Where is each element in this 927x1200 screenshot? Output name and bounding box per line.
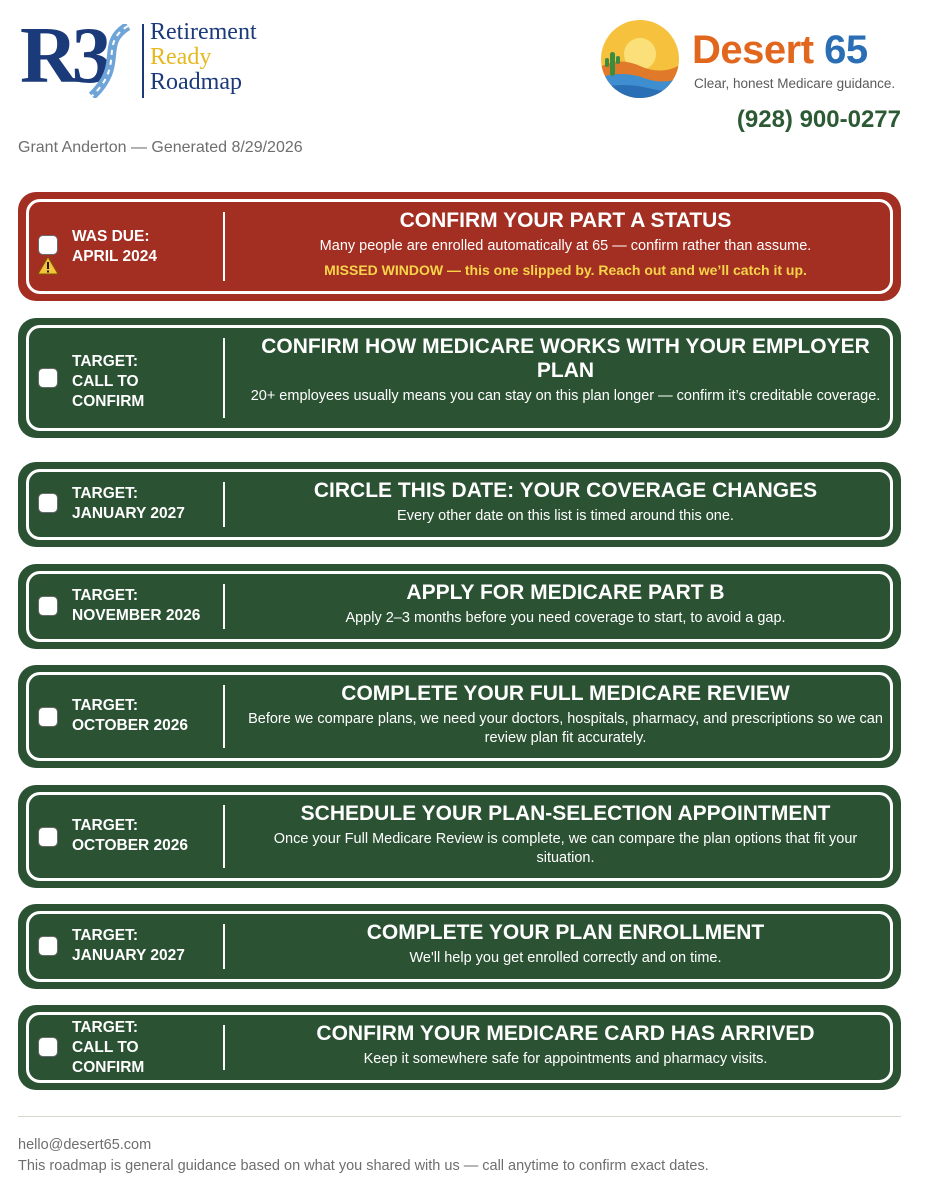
- task-checkbox[interactable]: [38, 235, 58, 255]
- task-due-date: [72, 227, 157, 267]
- desert65-wordmark-number: 65: [824, 28, 868, 72]
- task-date-label: TARGET:: [72, 1019, 139, 1036]
- task-card-part-a-status: [18, 192, 901, 301]
- task-description: Every other date on this list is timed around this one.: [397, 508, 734, 524]
- task-card-medicare-card: [18, 1005, 901, 1090]
- task-target-date: [72, 1018, 144, 1078]
- task-checkbox[interactable]: [38, 936, 58, 956]
- page-header: [0, 0, 927, 156]
- task-description: We'll help you get enrolled correctly and on time.: [409, 950, 722, 966]
- task-description: 20+ employees usually means you can stay on this plan longer — confirm it’s creditable coverage.: [250, 388, 881, 404]
- task-content: [248, 682, 883, 748]
- road-icon: [78, 24, 138, 98]
- task-divider: [223, 685, 225, 748]
- task-content: [248, 802, 883, 868]
- task-date-label: WAS DUE:: [72, 228, 150, 245]
- task-title: SCHEDULE YOUR PLAN-SELECTION APPOINTMENT: [300, 802, 831, 825]
- task-title: CONFIRM HOW MEDICARE WORKS WITH YOUR EMPLOYER PLAN: [261, 335, 870, 382]
- task-date-label: TARGET:: [72, 697, 139, 714]
- task-title: APPLY FOR MEDICARE PART B: [406, 581, 725, 604]
- r3-logo-wordmark: [150, 20, 257, 95]
- desert65-wordmark-name: Desert: [692, 28, 814, 72]
- task-content: [248, 209, 883, 280]
- generated-byline: Grant Anderton — Generated 8/29/2026: [18, 139, 303, 156]
- task-date-value: OCTOBER 2026: [72, 717, 189, 734]
- task-content: [248, 335, 883, 406]
- r3-logo-divider: [142, 24, 144, 98]
- task-title: COMPLETE YOUR PLAN ENROLLMENT: [366, 921, 765, 944]
- task-divider: [223, 482, 225, 527]
- r3-logo-word-retirement: Retirement: [150, 19, 257, 45]
- task-target-date: [72, 926, 185, 966]
- r3-logo-letters: R3: [20, 12, 106, 100]
- task-content: [248, 1022, 883, 1069]
- task-checkbox[interactable]: [38, 1037, 58, 1057]
- task-target-date: [72, 696, 188, 736]
- task-card-plan-selection: [18, 785, 901, 888]
- task-description: Once your Full Medicare Review is complete, we can compare the plan options that fit your situation.: [273, 831, 858, 866]
- task-checkbox[interactable]: [38, 493, 58, 513]
- desert65-logo: [598, 18, 908, 102]
- footer-disclaimer: This roadmap is general guidance based on what you shared with us — call anytime to confirm exact dates.: [18, 1158, 709, 1174]
- contact-email-link[interactable]: hello@desert65.com: [18, 1137, 152, 1153]
- task-divider: [223, 805, 225, 868]
- task-date-label: TARGET:: [72, 927, 139, 944]
- task-description: Apply 2–3 months before you need coverage to start, to avoid a gap.: [345, 610, 786, 626]
- task-divider: [223, 924, 225, 969]
- desert-sun-icon: [598, 18, 682, 100]
- task-divider: [223, 338, 225, 418]
- task-card-coverage-changes: [18, 462, 901, 547]
- task-date-value: JANUARY 2027: [72, 505, 185, 522]
- task-target-date: [72, 484, 185, 524]
- r3-logo-mark: [20, 12, 138, 100]
- task-title: CIRCLE THIS DATE: YOUR COVERAGE CHANGES: [313, 479, 818, 502]
- r3-logo-word-ready: Ready: [150, 44, 212, 70]
- task-description: Keep it somewhere safe for appointments and pharmacy visits.: [363, 1051, 768, 1067]
- task-date-value: OCTOBER 2026: [72, 837, 189, 854]
- task-card-full-review: [18, 665, 901, 768]
- task-card-part-b: [18, 564, 901, 649]
- task-content: [248, 581, 883, 628]
- task-checkbox[interactable]: [38, 368, 58, 388]
- task-title: CONFIRM YOUR MEDICARE CARD HAS ARRIVED: [316, 1022, 815, 1045]
- missed-window-note: MISSED WINDOW — this one slipped by. Reach out and we’ll catch it up.: [324, 262, 807, 278]
- task-date-label: TARGET:: [72, 485, 139, 502]
- task-title: COMPLETE YOUR FULL MEDICARE REVIEW: [341, 682, 790, 705]
- task-divider: [223, 1025, 225, 1070]
- warning-icon: [37, 256, 59, 275]
- task-date-value: CALL TO: [72, 373, 139, 390]
- task-title: CONFIRM YOUR PART A STATUS: [399, 209, 732, 232]
- task-content: [248, 479, 883, 526]
- task-target-date: [72, 352, 144, 412]
- task-divider: [223, 584, 225, 629]
- task-date-value: APRIL 2024: [72, 248, 158, 265]
- task-description: Many people are enrolled automatically at 65 — confirm rather than assume.: [319, 238, 812, 254]
- task-checkbox[interactable]: [38, 827, 58, 847]
- phone-number[interactable]: (928) 900-0277: [736, 106, 901, 133]
- task-target-date: [72, 816, 188, 856]
- task-divider: [223, 212, 225, 281]
- task-target-date: [72, 586, 200, 626]
- task-card-employer-plan: [18, 318, 901, 438]
- task-date-value: NOVEMBER 2026: [72, 607, 201, 624]
- task-date-value-line2: CONFIRM: [72, 393, 145, 410]
- task-checkbox[interactable]: [38, 596, 58, 616]
- task-description: Before we compare plans, we need your doctors, hospitals, pharmacy, and prescriptions so we can review plan fit accurately.: [248, 711, 883, 746]
- r3-logo-word-roadmap: Roadmap: [150, 69, 242, 95]
- desert65-wordmark: [692, 28, 868, 72]
- task-date-value: CALL TO: [72, 1039, 139, 1056]
- task-date-value: JANUARY 2027: [72, 947, 185, 964]
- task-date-label: TARGET:: [72, 353, 139, 370]
- task-content: [248, 921, 883, 968]
- task-card-plan-enrollment: [18, 904, 901, 989]
- task-date-value-line2: CONFIRM: [72, 1059, 145, 1076]
- r3-retirement-ready-roadmap-logo: [20, 12, 280, 102]
- desert65-tagline: Clear, honest Medicare guidance.: [694, 76, 896, 91]
- task-checkbox[interactable]: [38, 707, 58, 727]
- task-date-label: TARGET:: [72, 587, 139, 604]
- footer-divider: [18, 1116, 901, 1117]
- task-date-label: TARGET:: [72, 817, 139, 834]
